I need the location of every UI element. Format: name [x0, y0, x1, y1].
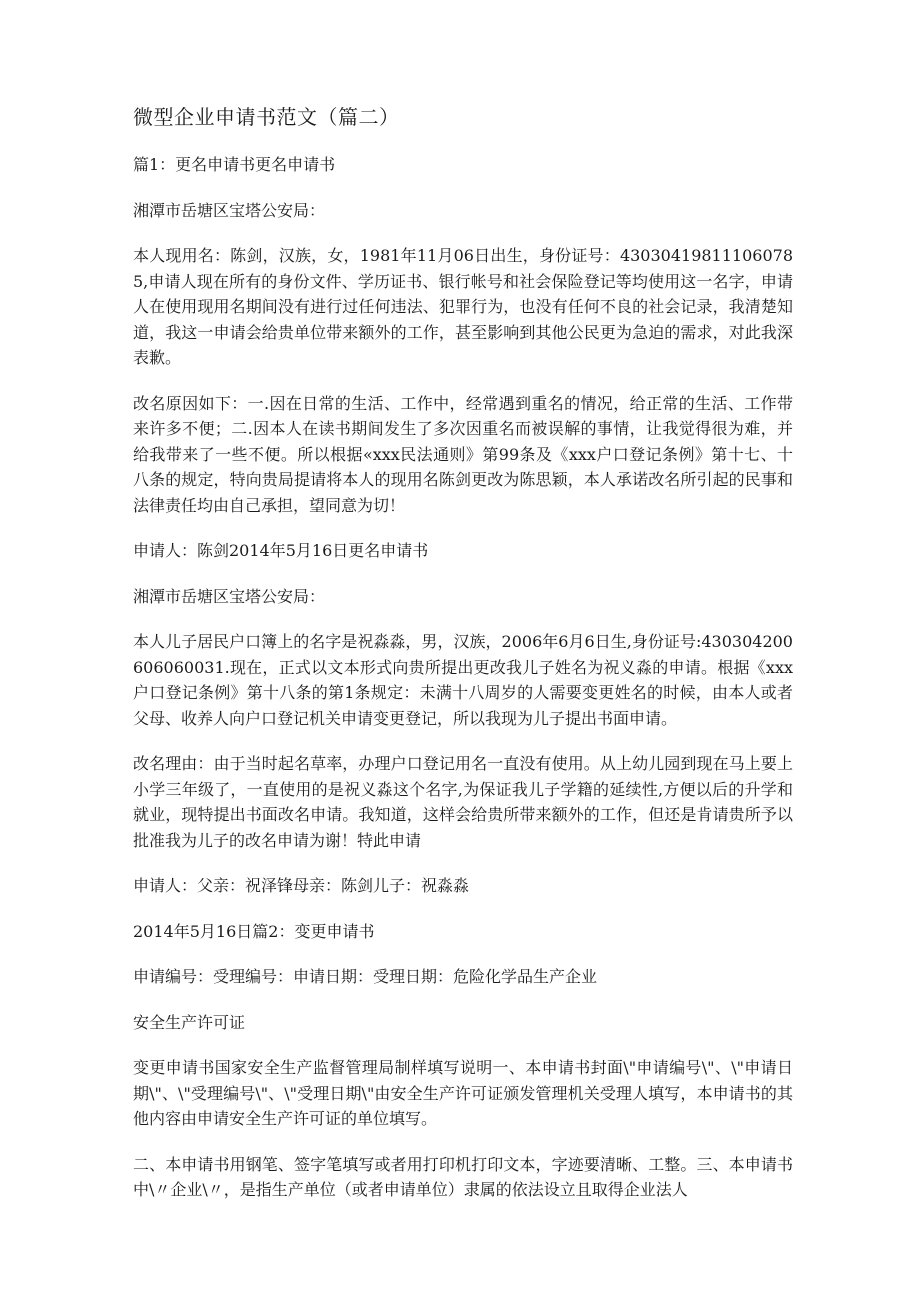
- paragraph: 改名原因如下：一.因在日常的生活、工作中，经常遇到重名的情况，给正常的生活、工作带来许多不便；二.因本人在读书期间发生了多次因重名而被误解的事情，让我觉得很为难，并给我带来了一些不便。所以根据«xxx民法通则》第99条及《xxx户口登记条例》第十七、十八条的规定，特向贵局提请将本人的现用名陈剑更改为陈思颖，本人承诺改名所引起的民事和法律责任均由自己承担，望同意为切！: [133, 393, 793, 515]
- document-title: 微型企业申请书范文（篇二）: [133, 105, 400, 129]
- paragraph: 本人现用名：陈剑，汉族，女，1981年11月06日出生，身份证号：430304198111060785,申请人现在所有的身份文件、学历证书、银行帐号和社会保险登记等均使用这一名字，申请人在使用现用名期间没有进行过任何违法、犯罪行为，也没有任何不良的社会记录，我清楚知道，我这一申请会给贵单位带来额外的工作，甚至影响到其他公民更为急迫的需求，对此我深表歉。: [133, 246, 793, 367]
- paragraph: 变更申请书国家安全生产监督管理局制样填写说明一、本申请书封面\"申请编号\"、\"申请日期\"、\"受理编号\"、\"受理日期\"由安全生产许可证颁发管理机关受理人填写，本申请书的其他内容由申请安全生产许可证的单位填写。: [133, 1058, 793, 1128]
- paragraph: 申请人：父亲：祝泽锋母亲：陈剑儿子：祝淼淼: [133, 876, 470, 895]
- paragraph: 篇1：更名申请书更名申请书: [133, 155, 336, 174]
- paragraph: 湘潭市岳塘区宝塔公安局：: [133, 586, 326, 606]
- paragraph: 湘潭市岳塘区宝塔公安局：: [133, 200, 326, 220]
- paragraph: 2014年5月16日篇2：变更申请书: [133, 921, 375, 941]
- paragraph: 申请编号：受理编号：申请日期：受理日期：危险化学品生产企业: [133, 967, 598, 986]
- paragraph: 改名理由：由于当时起名草率，办理户口登记用名一直没有使用。从上幼儿园到现在马上要上小学三年级了，一直使用的是祝义淼这个名字,为保证我儿子学籍的延续性,方便以后的升学和就业，现特提出书面改名申请。我知道，这样会给贵所带来额外的工作，但还是肯请贵所予以批准我为儿子的改名申请为谢！特此申请: [133, 754, 793, 850]
- paragraph: 申请人：陈剑2014年5月16日更名申请书: [133, 541, 429, 560]
- paragraph: 本人儿子居民户口簿上的名字是祝淼淼，男，汉族，2006年6月6日生,身份证号:430304200606060031.现在，正式以文本形式向贵所提出更改我儿子姓名为祝义淼的申请。根据《xxx户口登记条例》第十八条的第1条规定：未满十八周岁的人需要变更姓名的时候，由本人或者父母、收养人向户口登记机关申请变更登记，所以我现为儿子提出书面申请。: [133, 632, 793, 728]
- document-body: [133, 104, 793, 1223]
- paragraph: 安全生产许可证: [133, 1012, 246, 1032]
- paragraph: 二、本申请书用钢笔、签字笔填写或者用打印机打印文本，字迹要清晰、工整。三、本申请书中\〃企业\〃，是指生产单位（或者申请单位）隶属的依法设立且取得企业法人: [133, 1154, 793, 1199]
